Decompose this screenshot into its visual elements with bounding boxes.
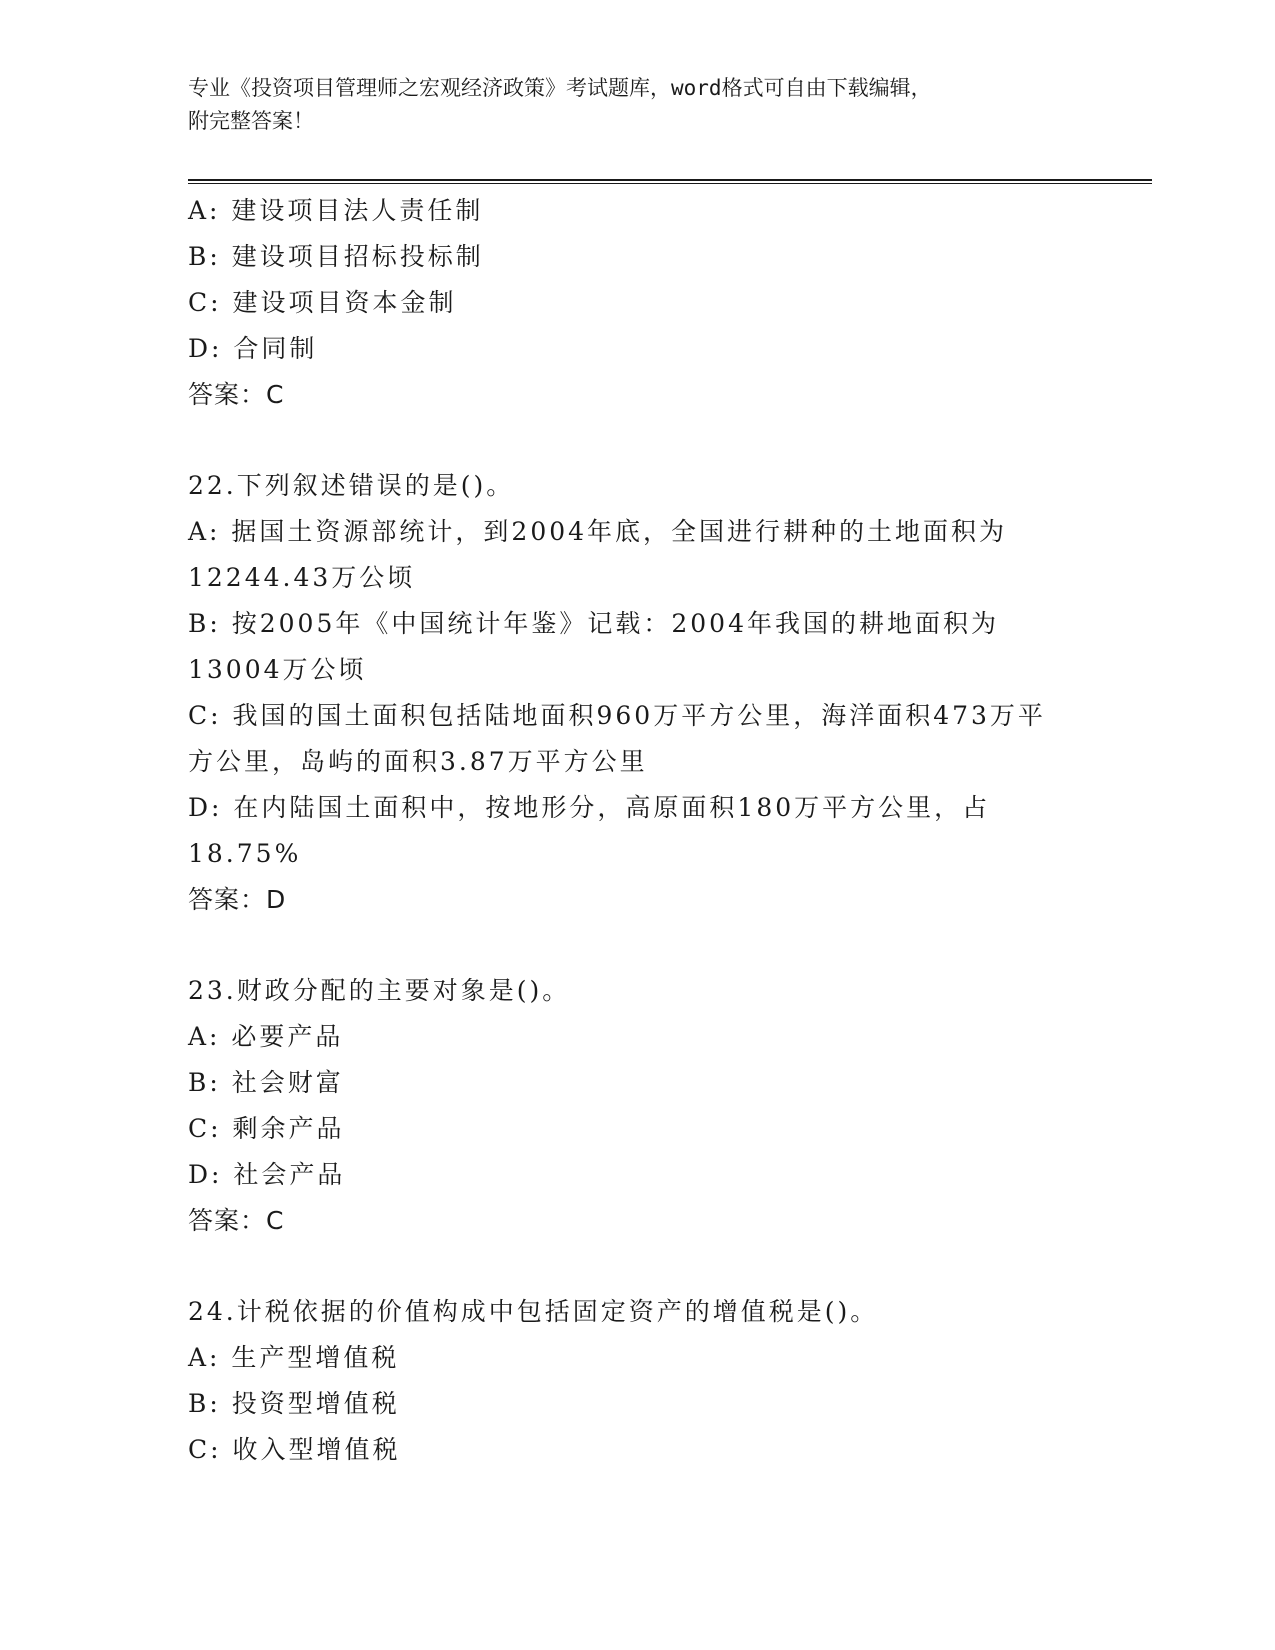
spacer xyxy=(188,1244,1108,1289)
spacer xyxy=(188,418,1108,463)
option-d-cont: 18.75% xyxy=(188,839,302,868)
option-a: A: 生产型增值税 xyxy=(188,1343,400,1372)
option-d: D: 在内陆国土面积中，按地形分，高原面积180万平方公里，占 xyxy=(188,793,991,822)
question-title: 24.计税依据的价值构成中包括固定资产的增值税是()。 xyxy=(188,1297,879,1326)
header-line-2: 附完整答案！ xyxy=(188,109,314,133)
option-a: A: 据国土资源部统计，到2004年底，全国进行耕种的土地面积为 xyxy=(188,517,1008,546)
option-c: C: 剩余产品 xyxy=(188,1114,345,1143)
option-b: B: 建设项目招标投标制 xyxy=(188,242,484,271)
option-b-cont: 13004万公顷 xyxy=(188,655,367,684)
option-b: B: 按2005年《中国统计年鉴》记载：2004年我国的耕地面积为 xyxy=(188,609,999,638)
option-d: D: 合同制 xyxy=(188,334,318,363)
option-c: C: 建设项目资本金制 xyxy=(188,288,457,317)
option-b: B: 社会财富 xyxy=(188,1068,344,1097)
question-list xyxy=(188,188,1108,1473)
option-b: B: 投资型增值税 xyxy=(188,1389,400,1418)
answer: 答案：D xyxy=(188,885,287,914)
question-21 xyxy=(188,188,1108,418)
option-c: C: 我国的国土面积包括陆地面积960万平方公里，海洋面积473万平 xyxy=(188,701,1046,730)
option-d: D: 社会产品 xyxy=(188,1160,346,1189)
question-22 xyxy=(188,463,1108,923)
question-title: 22.下列叙述错误的是()。 xyxy=(188,471,515,500)
header-divider xyxy=(188,179,1152,184)
header-line-1: 专业《投资项目管理师之宏观经济政策》考试题库，word格式可自由下载编辑， xyxy=(188,76,932,100)
option-a: A: 建设项目法人责任制 xyxy=(188,196,484,225)
question-24 xyxy=(188,1289,1108,1473)
answer: 答案：C xyxy=(188,380,285,409)
document-header xyxy=(188,72,1068,138)
option-a: A: 必要产品 xyxy=(188,1022,344,1051)
answer: 答案：C xyxy=(188,1206,285,1235)
question-title: 23.财政分配的主要对象是()。 xyxy=(188,976,571,1005)
option-a-cont: 12244.43万公顷 xyxy=(188,563,416,592)
option-c-cont: 方公里，岛屿的面积3.87万平方公里 xyxy=(188,747,648,776)
question-23 xyxy=(188,968,1108,1244)
option-c: C: 收入型增值税 xyxy=(188,1435,401,1464)
spacer xyxy=(188,923,1108,968)
